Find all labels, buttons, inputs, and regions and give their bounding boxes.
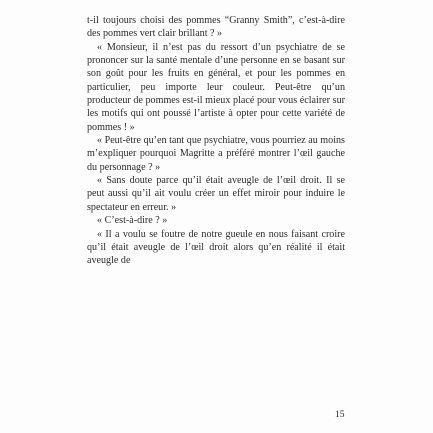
paragraph: « Il a voulu se foutre de notre gueule en nous faisant croire qu’il était aveugle de l’œil droit alors qu’en réalité il était aveugle de: [87, 228, 345, 267]
paragraph: t-il toujours choisi des pommes “Granny Smith”, c’est-à-dire des pommes vert clair brillant ? »: [87, 15, 345, 40]
page-text: [87, 14, 345, 268]
paragraph: « Sans doute parce qu’il était aveugle de l’œil droit. Il se peut aussi qu’il ait voulu créer un effet miroir pour induire le spectateur en erreur. »: [87, 175, 345, 213]
page-number: 15: [335, 410, 345, 420]
paragraph: « Peut-être qu’en tant que psychiatre, vous pourriez au moins m’expliquer pourquoi Magritte a préféré montrer l’œil gauche du personnage ? »: [87, 135, 345, 173]
paragraph: « C’est-à-dire ? »: [97, 215, 168, 227]
paragraph: « Monsieur, il n’est pas du ressort d’un psychiatre de se prononcer sur la santé mentale d’une personne en se basant sur son goût pour les fruits en général, et pour les pommes en particulier, peu importe leur couleur. Peut-être qu’un producteur de pommes est-il mieux placé pour vous éclairer sur les motifs qui ont poussé l’artiste à opter pour cette variété de pommes ! »: [87, 41, 345, 133]
